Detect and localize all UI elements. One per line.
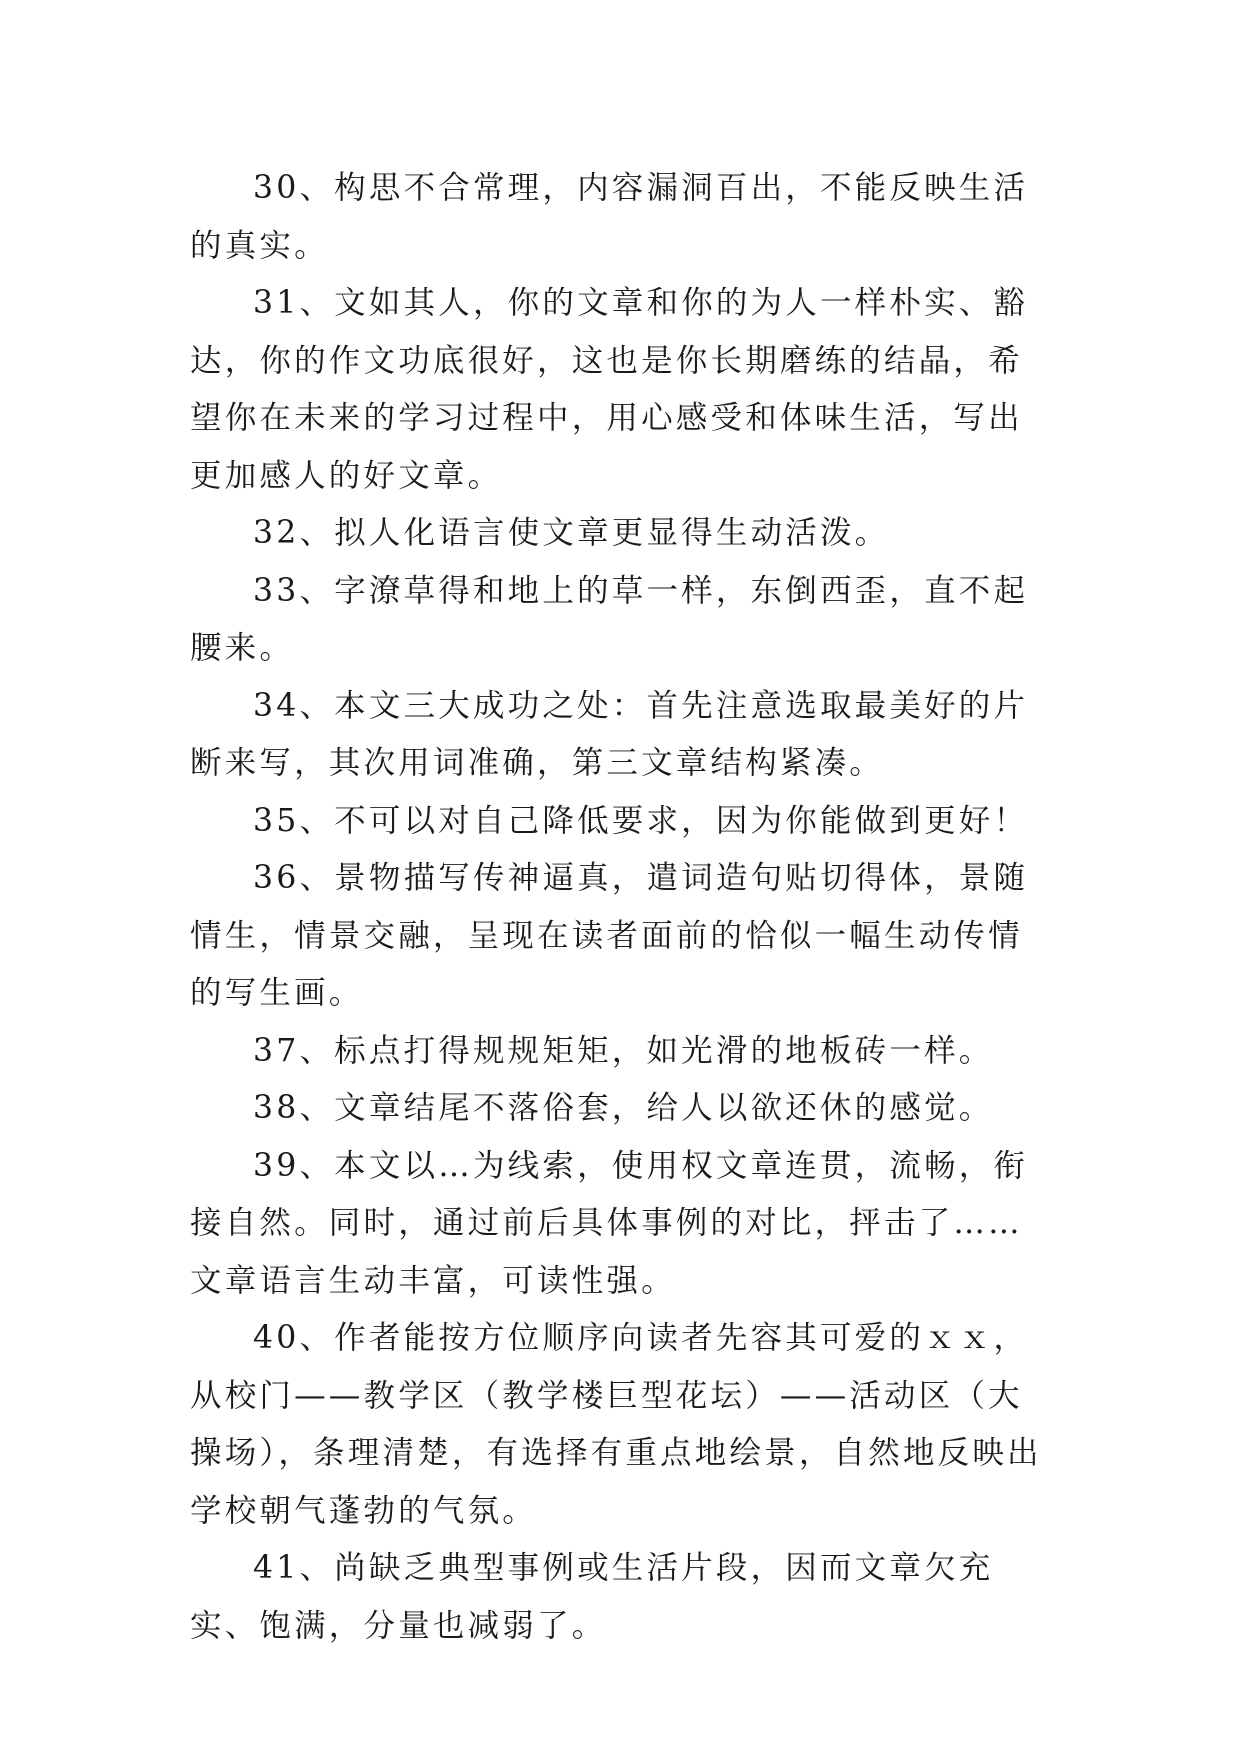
paragraph-38: 38、文章结尾不落俗套，给人以欲还休的感觉。: [253, 1090, 994, 1126]
paragraph-39: 39、本文以…为线索，使用权文章连贯，流畅，衔接自然。同时，通过前后具体事例的对比，抨击了……文章语言生动丰富，可读性强。: [190, 1147, 1029, 1299]
paragraph-37: 37、标点打得规规矩矩，如光滑的地板砖一样。: [253, 1032, 994, 1069]
paragraph-41: 41、尚缺乏典型事例或生活片段，因而文章欠充实、饱满，分量也减弱了。: [190, 1550, 994, 1644]
paragraph-40: 40、作者能按方位顺序向读者先容其可爱的ｘｘ，从校门——教学区（教学楼巨型花坛）——活动区（大操场），条理清楚，有选择有重点地绘景，自然地反映出学校朝气蓬勃的气氛。: [190, 1320, 1042, 1529]
paragraph-34: 34、本文三大成功之处：首先注意选取最美好的片断来写，其次用词准确，第三文章结构紧凑。: [190, 687, 1029, 781]
paragraph-36: 36、景物描写传神逼真，遣词造句贴切得体，景随情生，情景交融，呈现在读者面前的恰似一幅生动传情的写生画。: [190, 860, 1029, 1011]
paragraph-31: 31、文如其人，你的文章和你的为人一样朴实、豁达，你的作文功底很好，这也是你长期磨练的结晶，希望你在未来的学习过程中，用心感受和体味生活，写出更加感人的好文章。: [190, 285, 1029, 494]
paragraph-33: 33、字潦草得和地上的草一样，东倒西歪，直不起腰来。: [190, 572, 1029, 666]
paragraph-30: 30、构思不合常理，内容漏洞百出，不能反映生活的真实。: [190, 170, 1029, 264]
paragraph-35: 35、不可以对自己降低要求，因为你能做到更好！: [253, 802, 1029, 839]
paragraph-32: 32、拟人化语言使文章更显得生动活泼。: [253, 515, 890, 551]
document-body: [190, 160, 1050, 1655]
